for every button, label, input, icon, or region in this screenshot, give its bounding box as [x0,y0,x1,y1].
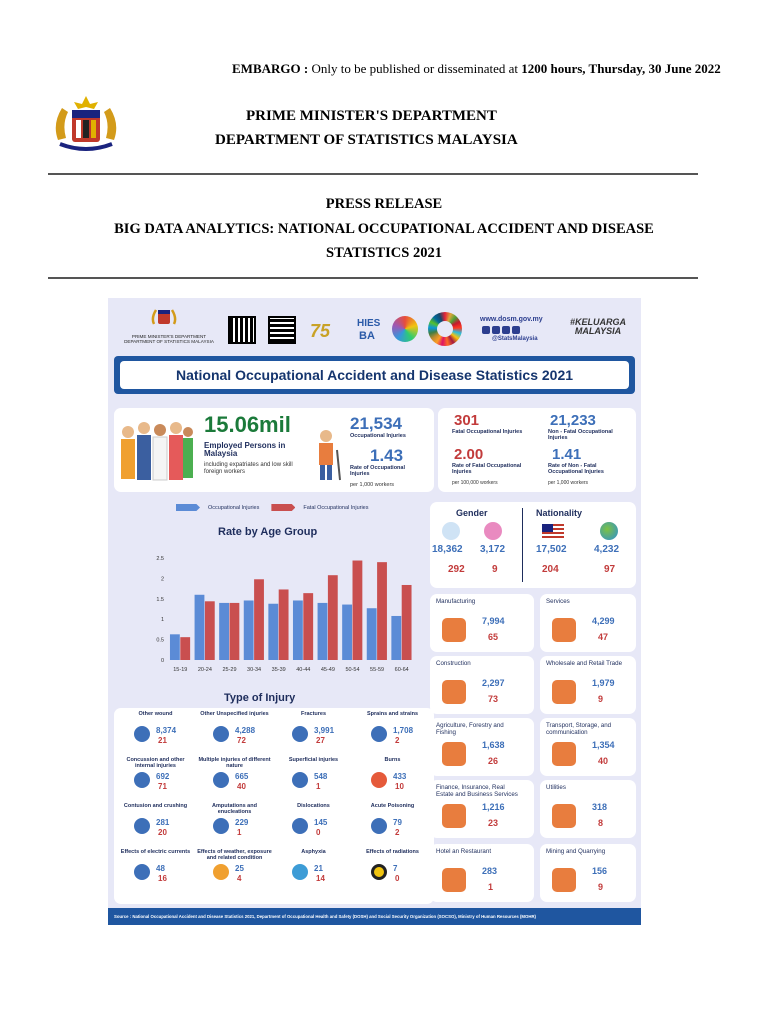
qr-code [228,316,256,344]
bar-fatal [377,562,387,660]
sector-total: 283 [482,866,498,876]
injury-item: Effects of electric currents 48 16 [120,849,191,883]
employed-label: Employed Persons in Malaysia [204,441,286,459]
female-total: 3,172 [480,544,506,555]
bar-occupational [367,608,377,660]
twitter-icon [502,326,510,334]
bar-occupational [170,634,180,660]
injury-item: Contusion and crushing 281 20 [123,803,188,837]
legend-swatch-fatal [271,504,295,511]
malaysia-coat-of-arms-logo [48,94,124,156]
sector-label: Services [546,598,570,605]
fatal-value: 301 [454,412,480,429]
injury-item: Asphyxia 21 14 [274,850,353,896]
workers-illustration [118,418,194,486]
sector-fatal: 8 [598,818,604,828]
nonfatal-label: Non - Fatal Occupational Injuries [548,429,613,441]
nonfatal-rate-value: 1.41 [552,446,582,463]
sector-total: 2,297 [482,678,505,688]
sector-card [430,656,534,714]
people-network-icon [552,618,576,642]
bar-fatal [254,579,264,660]
bar-chart-plot [154,550,414,674]
sector-card [540,656,636,714]
x-tick-label: 60-64 [394,667,409,673]
sector-total: 1,979 [592,678,615,688]
y-tick-label: 2 [160,576,164,583]
local-total: 17,502 [536,544,567,555]
svg-text:75: 75 [310,321,331,341]
bar-fatal [303,593,313,660]
train-icon [552,742,576,766]
y-tick-label: 0 [160,658,164,664]
infographic [108,298,641,925]
sector-label: Transport, Storage, and communication [546,722,612,736]
bar-fatal [230,603,240,660]
poison-icon [371,818,387,834]
coins-icon [442,804,466,828]
sector-label: Agriculture, Forestry and Fishing [436,722,504,736]
employed-value: 15.06mil [204,412,291,437]
nationality-title: Nationality [536,508,583,518]
male-total: 18,362 [432,544,463,555]
banner [114,356,635,394]
fatal-rate-value: 2.00 [454,446,484,463]
sun-icon [213,864,229,880]
body-injury-icon [213,772,229,788]
injury-item: Multiple injuries of different nature 665 40 [198,757,271,791]
injury-item: Acute Poisoning 79 2 [370,803,415,837]
sector-card [430,844,534,902]
x-tick-label: 35-39 [271,667,286,673]
chart-title: Rate by Age Group [218,526,318,538]
poster-title: National Occupational Accident and Disease Statistics 2021 [120,361,629,389]
bar-fatal [180,637,190,660]
crane-icon [442,680,466,704]
electric-shock-icon [134,864,150,880]
sector-total: 1,216 [482,802,505,812]
org-line-1: PRIME MINISTER'S DEPARTMENT [246,108,497,124]
injury-item: Amputations and enucleations 229 1 [212,803,257,837]
male-icon [442,522,460,540]
dislocation-icon [292,818,308,834]
sector-fatal: 73 [488,694,499,704]
bandage-icon [134,726,150,742]
anniversary-logo [308,318,348,342]
dept-text: PRIME MINISTER'S DEPARTMENT DEPARTMENT OF STATISTICS MALAYSIA [124,334,214,344]
sector-total: 4,299 [592,616,615,626]
sector-total: 1,638 [482,740,505,750]
hies-logo [356,314,380,344]
bar-fatal [328,575,338,660]
occ-injuries-value: 21,534 [350,414,402,433]
lightning-icon [552,804,576,828]
sector-fatal: 1 [488,882,494,892]
summary-card [114,408,434,492]
bar-occupational [391,616,401,660]
legend-label-fatal: Fatal Occupational Injuries [303,504,369,511]
chart-legend [176,504,369,511]
legend-swatch-occ [176,504,200,511]
fatal-rate-sub: per 100,000 workers [452,480,498,486]
svg-text:HIES: HIES [357,318,380,329]
website-text: www.dosm.gov.my [480,316,543,323]
y-tick-label: 1 [160,617,164,624]
bar-occupational [219,603,229,660]
injured-person-icon [213,726,229,742]
flame-icon [371,772,387,788]
y-tick-label: 2.5 [156,556,164,563]
source-bar: Source : National Occupational Accident and Disease Statistics 2021, Department of Occupational Health and Safety (DOSH) and Social Security Organization (SOCSO), Ministry of Human Resources (MOHR) [108,908,641,925]
fatal-label: Fatal Occupational Injuries [452,429,523,435]
bar-occupational [293,600,303,660]
head-injury-icon [134,772,150,788]
bar-occupational [268,604,278,660]
injury-item: Concussion and other internal injuries 692 71 [126,757,185,791]
shopping-basket-icon [552,680,576,704]
sector-card [430,718,534,776]
sector-fatal: 26 [488,756,499,766]
facebook-icon [492,326,500,334]
local-fatal: 204 [542,564,559,575]
fracture-icon [292,726,308,742]
x-tick-label: 30-34 [247,667,262,673]
x-tick-label: 55-59 [370,667,385,673]
y-tick-label: 0.5 [156,637,164,644]
x-tick-label: 15-19 [173,667,188,673]
injury-card [114,708,434,904]
amputation-icon [213,818,229,834]
bar-occupational [318,603,328,660]
sector-card [430,594,534,652]
sprain-icon [371,726,387,742]
census-logo [392,316,418,342]
svg-text:BA: BA [359,330,375,342]
bar-occupational [342,605,352,660]
rate-sub: per 1,000 workers [350,482,395,488]
x-tick-label: 25-29 [222,667,237,673]
x-tick-label: 40-44 [296,667,311,673]
sector-total: 1,354 [592,740,615,750]
nonfatal-rate-label: Rate of Non - Fatal Occupational Injuries [548,463,604,475]
employed-sub: including expatriates and low skill foreign workers [204,462,293,475]
sector-label: Manufacturing [436,598,476,605]
injury-item: Superficial injuries 548 1 [288,757,339,791]
embargo-line: EMBARGO : Only to be published or disseminated at 1200 hours, Thursday, 30 June 2022 [232,61,721,76]
sector-card [540,844,636,902]
press-title-line-1: BIG DATA ANALYTICS: NATIONAL OCCUPATIONAL ACCIDENT AND DISEASE [114,221,654,237]
nonfatal-value: 21,233 [550,412,596,429]
globe-icon [600,522,618,540]
cloche-icon [442,868,466,892]
drowning-icon [292,864,308,880]
legend-label-occ: Occupational Injuries [208,504,260,511]
occ-injuries-label: Occupational Injuries [350,433,406,439]
x-tick-label: 20-24 [197,667,212,673]
injury-item: Dislocations 145 0 [274,804,353,850]
x-tick-label: 50-54 [345,667,360,673]
sector-fatal: 23 [488,818,499,828]
female-icon [484,522,502,540]
divider [48,277,698,279]
sector-label: Hotel an Restaurant [436,848,492,855]
foreign-total: 4,232 [594,544,620,555]
injured-worker-icon [310,428,344,482]
injury-grid [116,712,432,896]
sector-fatal: 65 [488,632,499,642]
x-tick-label: 45-49 [320,667,335,673]
hand-injury-icon [292,772,308,788]
y-tick-label: 1.5 [156,596,164,603]
press-title-line-2: STATISTICS 2021 [326,245,442,261]
sector-card [540,594,636,652]
social-handle: @StatsMalaysia [492,336,538,342]
malaysia-flag-icon [542,524,564,538]
injury-item: Other wound 8,374 21 [116,712,195,758]
divider [48,173,698,175]
demographics-card [430,502,636,588]
injury-item: Effects of weather, exposure and related condition 25 4 [197,849,272,883]
sector-label: Finance, Insurance, Real Estate and Business Services [436,784,518,798]
sector-fatal: 47 [598,632,609,642]
injury-item: Sprains and strains 1,708 2 [366,711,419,745]
male-fatal: 292 [448,564,465,575]
sdg-wheel-logo [428,312,462,346]
bar-fatal [402,585,412,660]
sector-label: Mining and Quarrying [546,848,606,855]
bar-fatal [279,589,289,660]
rate-value: 1.43 [370,446,404,465]
injury-section-title: Type of Injury [224,692,296,704]
org-line-2: DEPARTMENT OF STATISTICS MALAYSIA [215,132,518,148]
social-icons [482,326,520,334]
sector-label: Utilities [546,784,566,791]
female-fatal: 9 [492,564,498,575]
foreign-fatal: 97 [604,564,616,575]
bar-occupational [195,595,205,660]
injury-item: Burns 433 10 [353,758,432,804]
sector-card [540,780,636,838]
gender-title: Gender [456,508,488,518]
sector-fatal: 9 [598,882,604,892]
nonfatal-rate-sub: per 1,000 workers [548,480,589,486]
sector-fatal: 9 [598,694,604,704]
sector-total: 318 [592,802,608,812]
sector-card [430,780,534,838]
crush-icon [134,818,150,834]
sector-card [540,718,636,776]
rate-label: Rate of Occupational Injuries [350,465,406,477]
bar-fatal [205,601,215,660]
youtube-icon [512,326,520,334]
plant-icon [442,742,466,766]
injury-item: Effects of radiations 7 0 [366,849,419,883]
mine-cart-icon [552,868,576,892]
small-crest-logo [150,306,178,328]
bar-occupational [244,600,254,660]
sector-total: 7,994 [482,616,505,626]
injury-item: Other Unspecified injuries 4,288 72 [200,711,269,745]
fatal-rate-label: Rate of Fatal Occupational Injuries [452,463,522,475]
bar-chart-svg [154,550,414,674]
divider [522,508,523,582]
sector-label: Wholesale and Retail Trade [546,660,623,667]
fatality-card [438,408,636,492]
robot-arm-icon [442,618,466,642]
instagram-icon [482,326,490,334]
sector-label: Construction [436,660,471,667]
sector-fatal: 40 [598,756,609,766]
press-release-label: PRESS RELEASE [325,196,443,212]
radiation-icon [371,864,387,880]
injury-item: Fractures 3,991 27 [274,712,353,758]
qr-code [268,316,296,344]
keluarga-malaysia-logo: #KELUARGA MALAYSIA [569,317,626,336]
sector-total: 156 [592,866,608,876]
bar-fatal [353,561,363,660]
